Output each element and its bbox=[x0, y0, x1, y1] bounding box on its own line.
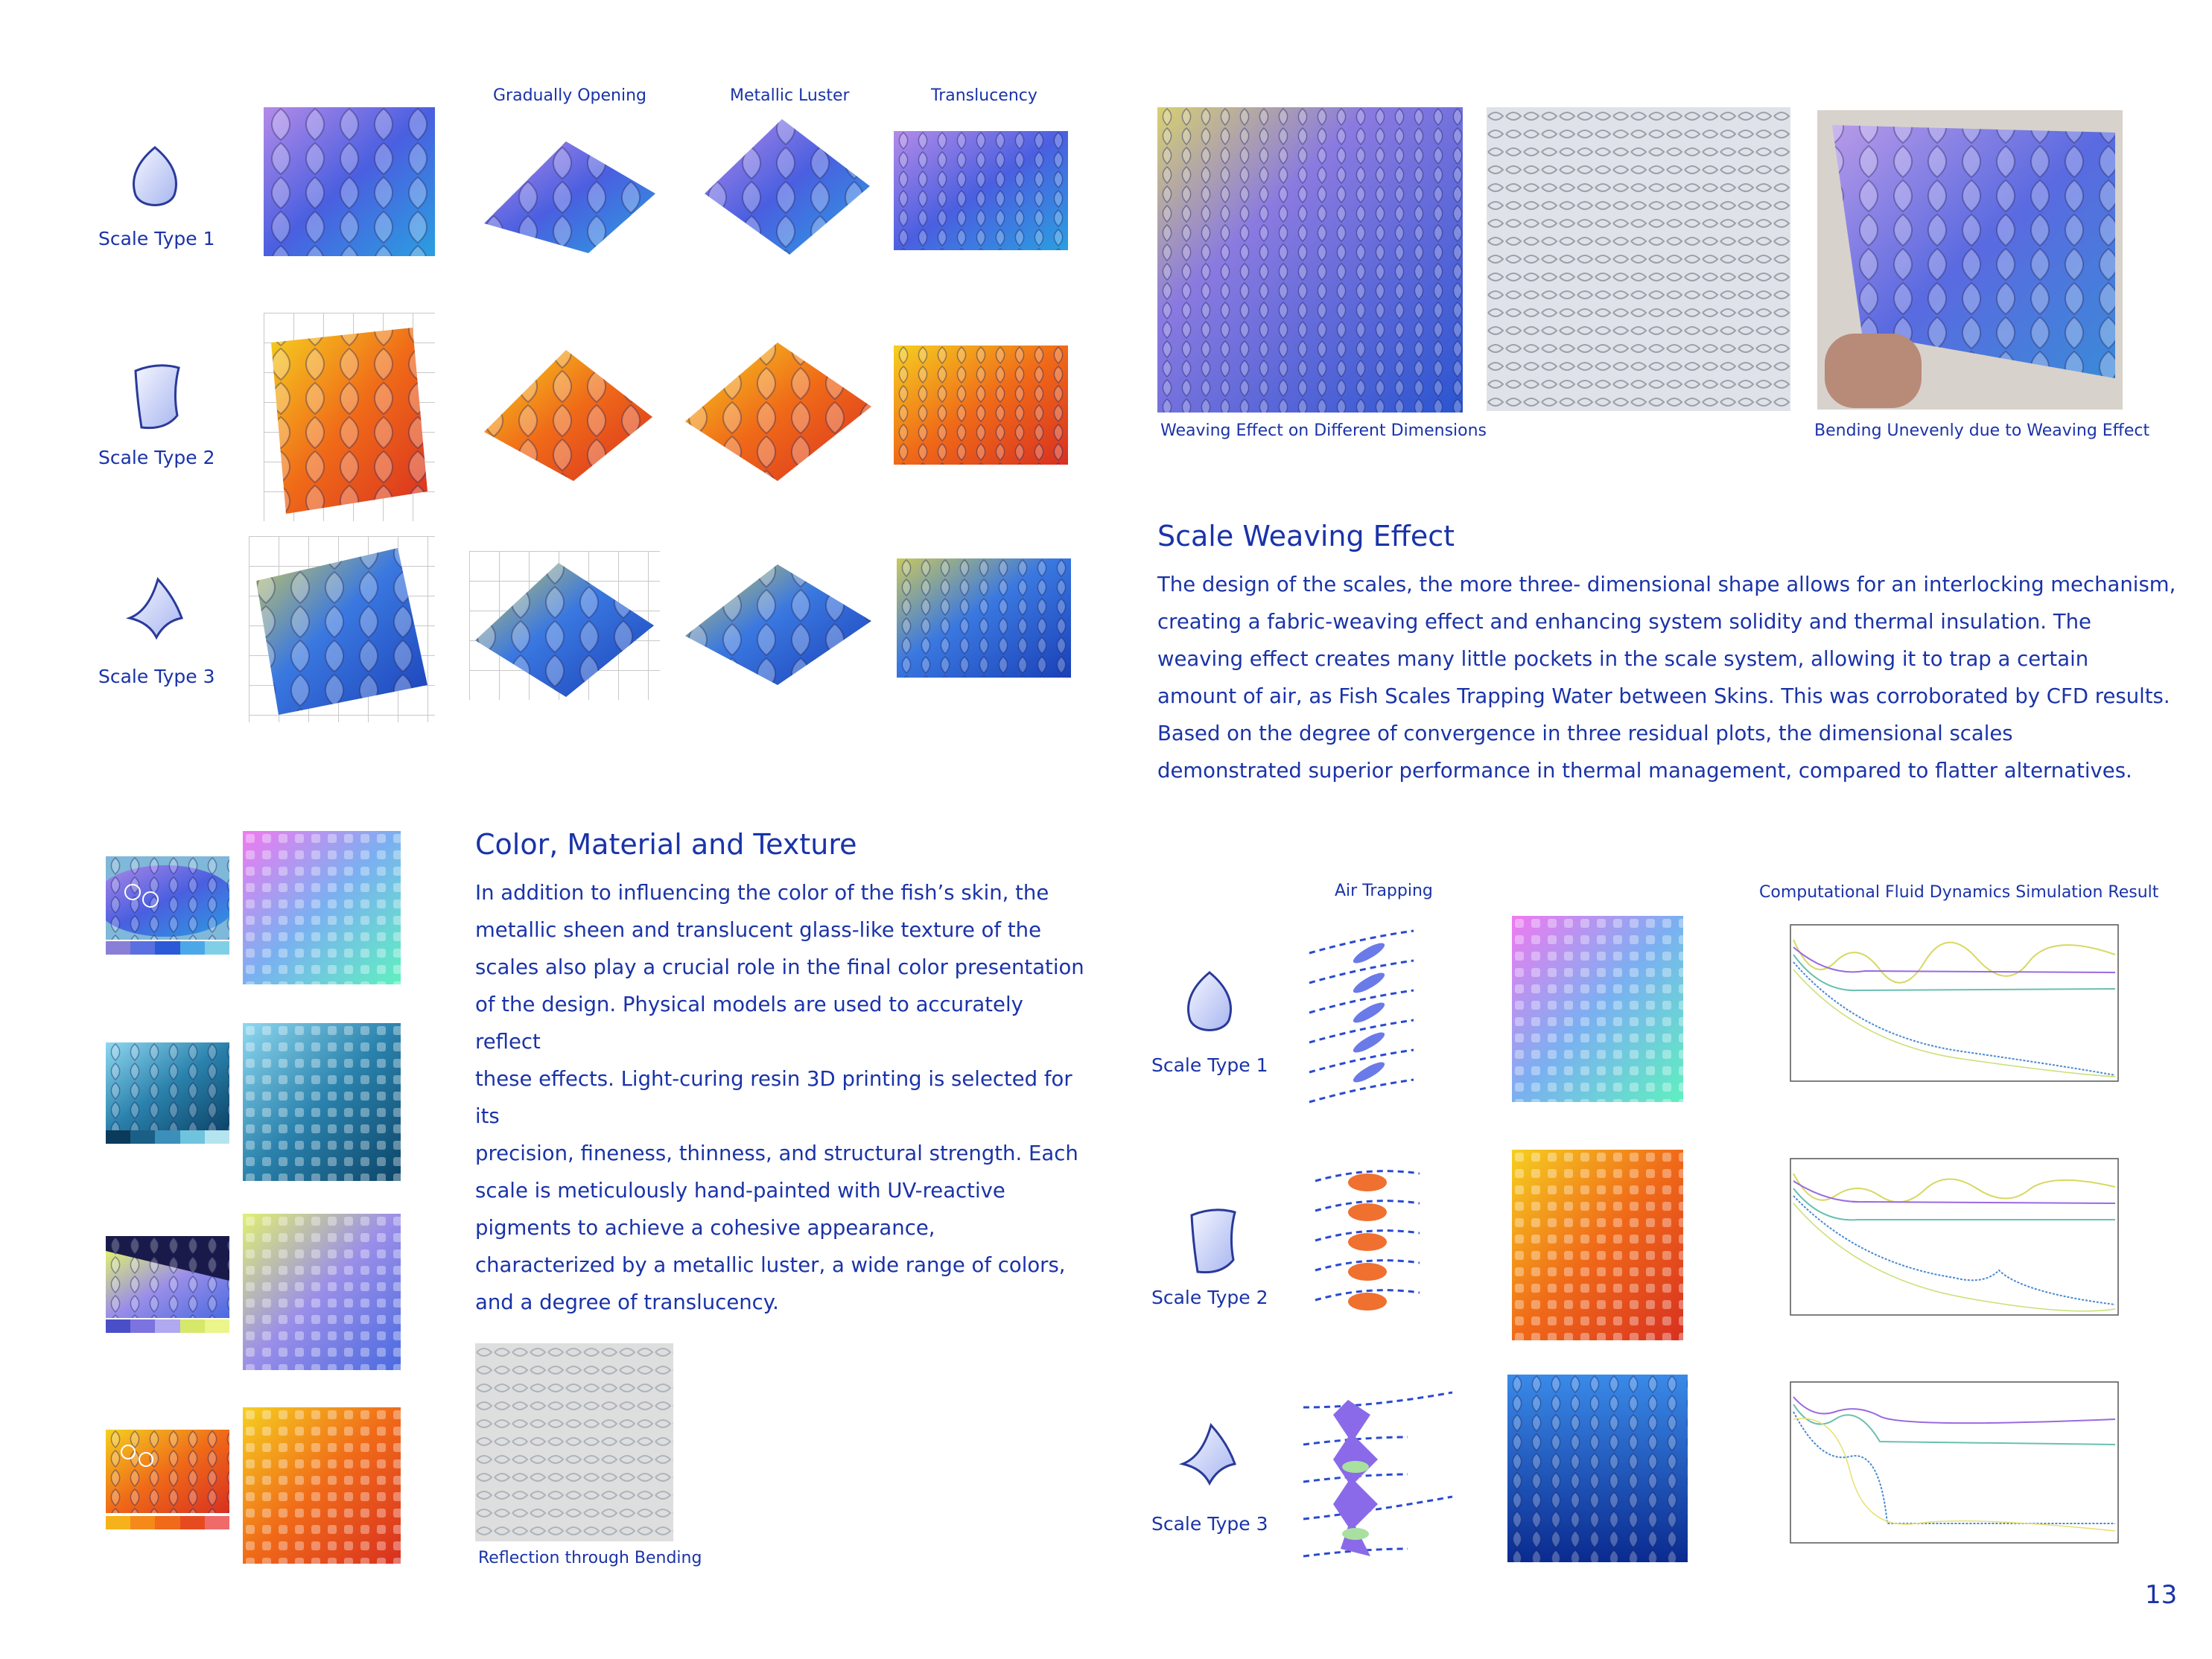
scale3-gradually-opening-photo bbox=[469, 551, 660, 700]
cfd-scale-type-3-label: Scale Type 3 bbox=[1151, 1513, 1268, 1535]
swatch bbox=[180, 941, 205, 955]
render-teal bbox=[243, 1023, 401, 1181]
scale3-translucency-photo bbox=[897, 558, 1071, 678]
scale1-metallic-luster-photo bbox=[700, 112, 874, 258]
palette-orange bbox=[106, 1516, 229, 1529]
weaving-dimensions-photo bbox=[1157, 107, 1463, 413]
cfd-result-title: Computational Fluid Dynamics Simulation Result bbox=[1759, 883, 2159, 902]
bending-unevenly-caption: Bending Unevenly due to Weaving Effect bbox=[1814, 421, 2150, 440]
cmt-line: pigments to achieve a cohesive appearance, bbox=[475, 1216, 935, 1240]
render-violet bbox=[243, 1214, 401, 1370]
cfd-scale-type-1-label: Scale Type 1 bbox=[1151, 1054, 1268, 1076]
cfd-scale-type-2-label: Scale Type 2 bbox=[1151, 1287, 1268, 1308]
scale-type-3-icon bbox=[122, 575, 189, 642]
air-trapping-diagram-3 bbox=[1296, 1378, 1460, 1571]
scale1-gradually-opening-photo bbox=[477, 112, 663, 258]
scale1-model-photo bbox=[264, 107, 435, 256]
weaving-white-photo bbox=[1487, 107, 1790, 411]
fish-photo-violet bbox=[106, 1236, 229, 1318]
header-metallic-luster: Metallic Luster bbox=[730, 86, 850, 105]
swatch bbox=[180, 1319, 205, 1333]
weaving-line: The design of the scales, the more three- dimensional shape allows for an interlocking mechanism, bbox=[1157, 573, 2176, 596]
residual-plot-1 bbox=[1768, 917, 2126, 1104]
swatch bbox=[155, 1516, 179, 1529]
cmt-section-title: Color, Material and Texture bbox=[475, 828, 857, 861]
scale-type-2-icon bbox=[128, 362, 188, 433]
swatch bbox=[130, 1130, 155, 1144]
scale1-translucency-photo bbox=[894, 131, 1068, 250]
cmt-line: scale is meticulously hand-painted with UV-reactive bbox=[475, 1179, 1005, 1203]
scale-type-1-icon bbox=[125, 144, 185, 211]
swatch bbox=[180, 1516, 205, 1529]
weaving-dimensions-caption: Weaving Effect on Different Dimensions bbox=[1160, 421, 1487, 440]
cfd-render-2 bbox=[1512, 1150, 1683, 1340]
cfd-scale-type-2-icon bbox=[1184, 1206, 1244, 1278]
scale-type-1-label: Scale Type 1 bbox=[98, 228, 215, 249]
cmt-line: of the design. Physical models are used to accurately reflect bbox=[475, 993, 1023, 1054]
palette-violet bbox=[106, 1319, 229, 1333]
swatch bbox=[130, 1516, 155, 1529]
scale2-model-photo bbox=[264, 313, 435, 521]
scale2-metallic-luster-photo bbox=[681, 332, 876, 485]
scale-type-3-label: Scale Type 3 bbox=[98, 666, 215, 687]
scale2-translucency-photo bbox=[894, 346, 1068, 465]
cmt-line: and a degree of translucency. bbox=[475, 1290, 779, 1314]
cmt-line: these effects. Light-curing resin 3D printing is selected for its bbox=[475, 1067, 1072, 1128]
weaving-line: demonstrated superior performance in thermal management, compared to flatter alternatives. bbox=[1157, 759, 2132, 783]
weaving-line: creating a fabric-weaving effect and enhancing system solidity and thermal insulation. The bbox=[1157, 610, 2091, 634]
swatch bbox=[205, 1319, 229, 1333]
render-blue bbox=[243, 831, 401, 984]
swatch bbox=[205, 941, 229, 955]
cfd-scale-type-3-icon bbox=[1175, 1421, 1242, 1488]
swatch bbox=[106, 1319, 130, 1333]
palette-blue bbox=[106, 941, 229, 955]
scale2-gradually-opening-photo bbox=[477, 335, 658, 484]
reflection-photo bbox=[475, 1343, 673, 1541]
swatch bbox=[106, 1130, 130, 1144]
swatch bbox=[155, 1130, 179, 1144]
swatch bbox=[130, 1319, 155, 1333]
cfd-render-1 bbox=[1512, 916, 1683, 1102]
cmt-description bbox=[475, 874, 1086, 1321]
air-trapping-diagram-1 bbox=[1302, 923, 1428, 1117]
fish-photo-blue bbox=[106, 856, 229, 940]
swatch bbox=[155, 941, 179, 955]
cmt-line: In addition to influencing the color of the fish’s skin, the bbox=[475, 881, 1049, 905]
cmt-line: metallic sheen and translucent glass-like texture of the bbox=[475, 918, 1041, 942]
swatch bbox=[205, 1516, 229, 1529]
swatch bbox=[180, 1130, 205, 1144]
swatch bbox=[155, 1319, 179, 1333]
weaving-line: Based on the degree of convergence in three residual plots, the dimensional scales bbox=[1157, 722, 2013, 745]
weaving-section-title: Scale Weaving Effect bbox=[1157, 520, 1455, 553]
scale-type-2-label: Scale Type 2 bbox=[98, 447, 215, 468]
cfd-scale-type-1-icon bbox=[1180, 969, 1239, 1037]
swatch bbox=[130, 941, 155, 955]
cmt-line: scales also play a crucial role in the final color presentation bbox=[475, 955, 1084, 979]
fish-photo-orange bbox=[106, 1430, 229, 1513]
scale3-model-photo bbox=[249, 536, 435, 722]
air-trapping-diagram-2 bbox=[1308, 1159, 1434, 1330]
air-trapping-label: Air Trapping bbox=[1335, 882, 1433, 900]
fish-photo-teal bbox=[106, 1042, 229, 1130]
swatch bbox=[106, 1516, 130, 1529]
cfd-render-3 bbox=[1507, 1375, 1688, 1562]
weaving-description bbox=[1157, 566, 2185, 789]
cmt-line: characterized by a metallic luster, a wide range of colors, bbox=[475, 1253, 1066, 1277]
weaving-line: weaving effect creates many little pockets in the scale system, allowing it to trap a certain bbox=[1157, 647, 2089, 671]
palette-teal bbox=[106, 1130, 229, 1144]
header-translucency: Translucency bbox=[931, 86, 1037, 105]
header-gradually-opening: Gradually Opening bbox=[493, 86, 646, 105]
render-orange bbox=[243, 1407, 401, 1564]
residual-plot-3 bbox=[1768, 1375, 2126, 1565]
residual-plot-2 bbox=[1768, 1151, 2126, 1337]
swatch bbox=[205, 1130, 229, 1144]
scale3-metallic-luster-photo bbox=[681, 554, 876, 688]
swatch bbox=[106, 941, 130, 955]
cmt-line: precision, fineness, thinness, and structural strength. Each bbox=[475, 1141, 1078, 1165]
bending-unevenly-photo bbox=[1817, 110, 2123, 410]
weaving-line: amount of air, as Fish Scales Trapping Water between Skins. This was corroborated by CFD results. bbox=[1157, 684, 2170, 708]
page-number: 13 bbox=[2145, 1580, 2178, 1610]
reflection-caption: Reflection through Bending bbox=[478, 1549, 702, 1567]
